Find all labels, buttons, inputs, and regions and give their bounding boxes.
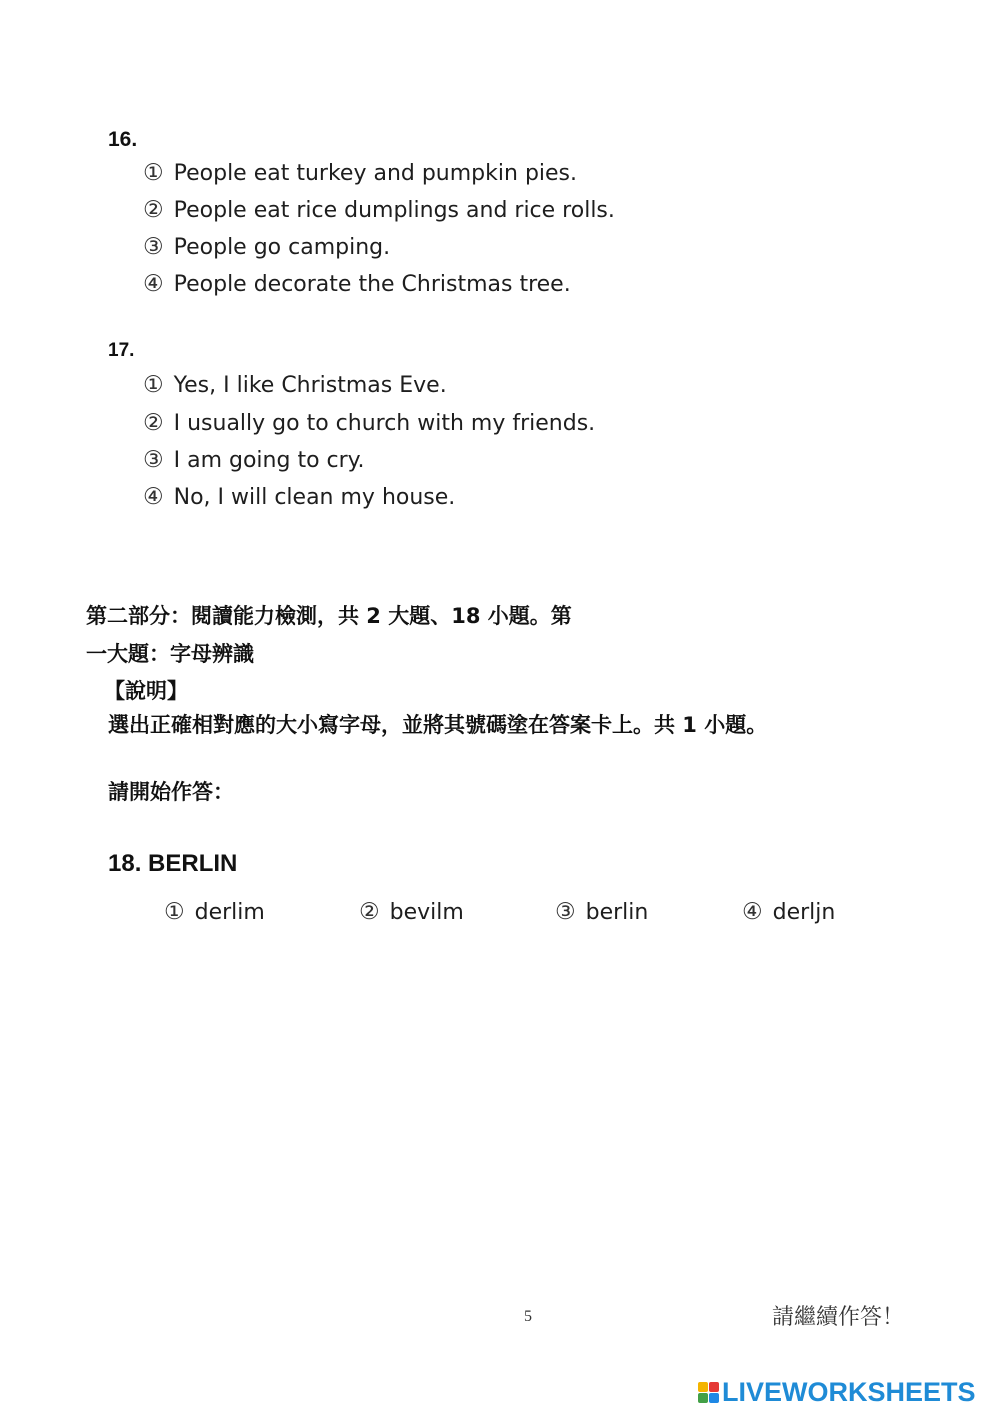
q18-option-2[interactable]	[359, 899, 464, 925]
q18-option-4[interactable]	[742, 899, 835, 925]
option-text: I am going to cry.	[173, 448, 365, 473]
option-mark: ④	[143, 271, 164, 297]
option-text: derlim	[194, 900, 265, 925]
question-17-number: 17.	[108, 340, 135, 361]
option-text: I usually go to church with my friends.	[173, 411, 596, 436]
q18-option-1[interactable]	[164, 899, 265, 925]
option-text: bevilm	[389, 900, 464, 925]
q17-option-2[interactable]	[143, 410, 595, 436]
instructions-text: 選出正確相對應的大小寫字母，並將其號碼塗在答案卡上。共 1 小題。	[108, 713, 768, 737]
option-mark: ③	[143, 447, 164, 473]
liveworksheets-logo-icon	[698, 1382, 719, 1403]
option-text: berlin	[585, 900, 649, 925]
q16-option-2[interactable]	[143, 197, 615, 223]
page-number: 5	[524, 1308, 532, 1325]
option-text: People go camping.	[173, 235, 391, 260]
option-text: People eat rice dumplings and rice rolls.	[173, 198, 615, 223]
option-mark: ④	[143, 484, 164, 510]
instructions-label: 【說明】	[104, 679, 188, 703]
option-mark: ①	[143, 160, 164, 186]
question-18-prompt: 18. BERLIN	[108, 850, 238, 877]
liveworksheets-logo	[698, 1377, 976, 1408]
continue-note: 請繼續作答！	[772, 1305, 905, 1330]
option-mark: ③	[555, 899, 576, 925]
q17-option-1[interactable]	[143, 372, 447, 398]
option-mark: ②	[143, 410, 164, 436]
option-text: Yes, I like Christmas Eve.	[173, 373, 447, 398]
q17-option-4[interactable]	[143, 484, 455, 510]
option-mark: ④	[742, 899, 763, 925]
question-16-number: 16.	[108, 128, 138, 151]
option-text: derljn	[772, 900, 836, 925]
option-mark: ①	[143, 372, 164, 398]
part2-heading-line1: 第二部分：閱讀能力檢測，共 2 大題、18 小題。第	[86, 604, 572, 628]
q16-option-3[interactable]	[143, 234, 390, 260]
q16-option-4[interactable]	[143, 271, 571, 297]
liveworksheets-brand-text: LIVEWORKSHEETS	[722, 1377, 976, 1407]
option-text: People decorate the Christmas tree.	[173, 272, 571, 297]
option-mark: ①	[164, 899, 185, 925]
q17-option-3[interactable]	[143, 447, 365, 473]
option-text: No, I will clean my house.	[173, 485, 456, 510]
option-mark: ②	[359, 899, 380, 925]
q18-option-3[interactable]	[555, 899, 648, 925]
option-mark: ③	[143, 234, 164, 260]
option-mark: ②	[143, 197, 164, 223]
start-prompt: 請開始作答：	[108, 780, 234, 804]
option-text: People eat turkey and pumpkin pies.	[173, 161, 578, 186]
q16-option-1[interactable]	[143, 160, 577, 186]
part2-heading-line2: 一大題：字母辨識	[86, 642, 254, 666]
